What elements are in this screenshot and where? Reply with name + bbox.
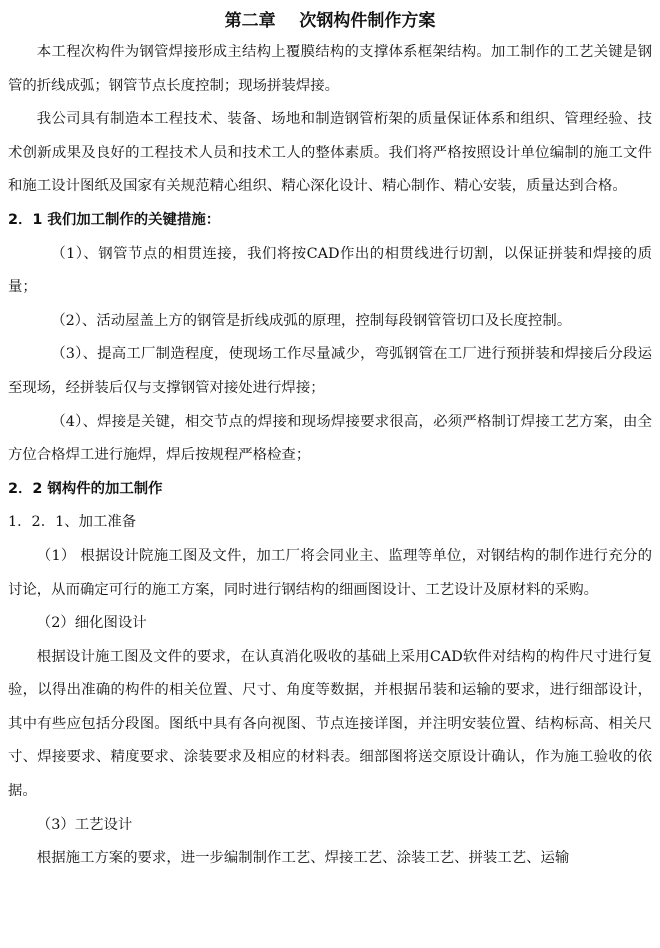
chapter-title: 第二章 次钢构件制作方案 (224, 11, 436, 31)
measure-item-4: （4）、焊接是关键，相交节点的焊接和现场焊接要求很高，必须严格制订焊接工艺方案，由全方位合格焊工进行施焊，焊后按规程严格检查； (8, 413, 652, 464)
subsection-1-2-1-heading: 1．2．1、加工准备 (8, 514, 137, 531)
section-2-1-heading: 2．1 我们加工制作的关键措施： (8, 211, 221, 228)
detail-design-paragraph: 根据设计施工图及文件的要求，在认真消化吸收的基础上采用CAD软件对结构的构件尺寸进行复验，以得出准确的构件的相关位置、尺寸、角度等数据，并根据吊装和运输的要求，进行细部设计，其中有些应包括分段图。图纸中具有各向视图、节点连接详图，并注明安装位置、结构标高、相关尺寸、焊接要求、精度要求、涂装要求及相应的材料表。细部图将送交原设计确认，作为施工验收的依据。 (8, 648, 652, 800)
measure-item-2: （2）、活动屋盖上方的钢管是折线成弧的原理，控制每段钢管管切口及长度控制。 (51, 312, 572, 329)
prep-item-1: （1） 根据设计院施工图及文件，加工厂将会同业主、监理等单位，对钢结构的制作进行充分的讨论，从而确定可行的施工方案，同时进行钢结构的细画图设计、工艺设计及原材料的采购。 (8, 547, 652, 598)
detail-design-heading: （2）细化图设计 (36, 615, 147, 632)
process-design-paragraph: 根据施工方案的要求，进一步编制制作工艺、焊接工艺、涂装工艺、拼装工艺、运输 (36, 850, 570, 867)
measure-item-1: （1）、钢管节点的相贯连接，我们将按CAD作出的相贯线进行切割，以保证拼装和焊接的质量； (8, 245, 652, 296)
intro-paragraph-2: 我公司具有制造本工程技术、装备、场地和制造钢管桁架的质量保证体系和组织、管理经验、技术创新成果及良好的工程技术人员和技术工人的整体素质。我们将严格按照设计单位编制的施工文件和施工设计图纸及国家有关规范精心组织、精心深化设计、精心制作、精心安装，质量达到合格。 (8, 111, 652, 195)
intro-paragraph-1: 本工程次构件为钢管焊接形成主结构上覆膜结构的支撑体系框架结构。加工制作的工艺关键是钢管的折线成弧；钢管节点长度控制；现场拼装焊接。 (8, 44, 652, 94)
process-design-heading: （3）工艺设计 (36, 816, 133, 833)
section-2-2-heading: 2．2 钢构件的加工制作 (8, 480, 163, 497)
measure-item-3: （3）、提高工厂制造程度，使现场工作尽量减少，弯弧钢管在工厂进行预拼装和焊接后分段运至现场，经拼装后仅与支撑钢管对接处进行焊接； (8, 346, 652, 396)
